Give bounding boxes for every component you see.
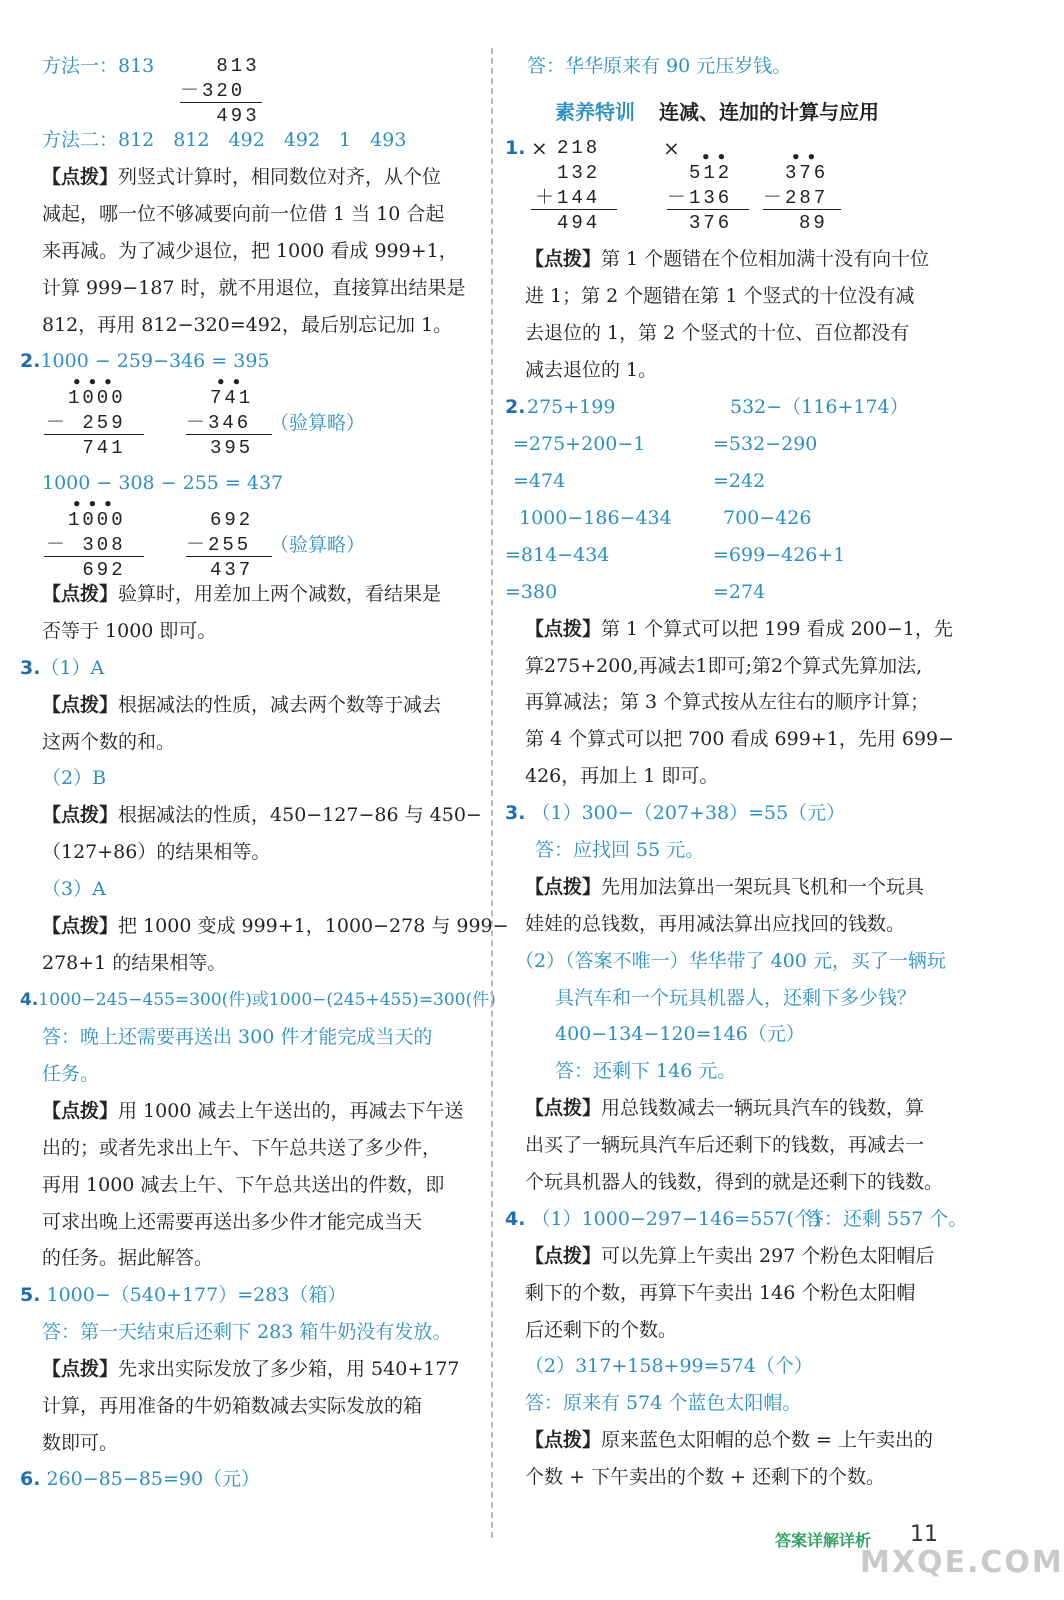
tip-3c-line-0: 【点拨】把 1000 变成 999+1，1000−278 与 999−: [42, 915, 509, 937]
method-two: 方法二：812 812 492 492 1 493: [42, 129, 407, 151]
calc-c-sub: － 308: [46, 534, 126, 556]
question-6: 6. 260−85−85=90（元）: [20, 1468, 261, 1490]
q5-answer: 答：第一天结束后还剩下 283 箱牛奶没有发放。: [42, 1321, 452, 1343]
r-tip-2-line-1: 算275+200,再减去1即可;第2个算式先算加法,: [525, 655, 923, 677]
calc-b-top: 741: [210, 387, 254, 409]
q3-2-answer: 答：还剩下 146 元。: [555, 1060, 737, 1082]
q4-answer-line-1: 任务。: [42, 1063, 100, 1085]
calc-a-top: 1000: [68, 387, 126, 409]
borrow-dots: ••: [701, 148, 733, 166]
question-3-3: （3）A: [42, 878, 106, 900]
watermark: MXQE.COM: [860, 1545, 1064, 1580]
calc-2-a: 512: [689, 162, 733, 184]
tip-5-line-1: 计算，再用准备的牛奶箱数减去实际发放的箱: [42, 1395, 423, 1417]
tip-3a-line-1: 这两个数的和。: [42, 731, 176, 753]
calc-1-d: 494: [557, 212, 601, 234]
calc-3-c: 89: [799, 212, 828, 234]
tip-4-line-2: 再用 1000 减去上午、下午总共送出的件数，即: [42, 1174, 445, 1196]
q2-right-0: 532−（116+174）: [730, 396, 909, 418]
tip-3b-line-0: 【点拨】根据减法的性质，450−127−86 与 450−: [42, 804, 482, 826]
q2-left-0: 275+199: [527, 396, 616, 418]
question-2: 2.1000 − 259−346 = 395: [20, 350, 270, 372]
q2-right-5: =274: [713, 581, 766, 603]
q3-2-line-0: （2）（答案不唯一）华华带了 400 元，买了一辆玩: [515, 950, 946, 972]
vertical-calc-top: 813: [202, 55, 260, 77]
calc-line: [531, 209, 617, 210]
calc-1-c: ＋144: [535, 187, 601, 209]
r-tip-3a-line-1: 娃娃的总钱数，再用减法算出应找回的钱数。: [525, 913, 906, 935]
borrow-dots: •••: [72, 495, 119, 513]
tip-4-line-0: 【点拨】用 1000 减去上午送出的，再减去下午送: [42, 1100, 464, 1122]
check-omitted: （验算略）: [270, 412, 366, 434]
question-4-1: 4. （1）1000−297−146=557(个): [505, 1208, 821, 1230]
r-tip-3b-line-0: 【点拨】用总钱数减去一辆玩具汽车的钱数，算: [525, 1097, 925, 1119]
q2-right-4: =699−426+1: [713, 544, 846, 566]
tip-2-line-1: 否等于 1000 即可。: [42, 620, 217, 642]
q2-left-2: =474: [513, 470, 566, 492]
tip-1-line-2: 来再减。为了减少退位，把 1000 看成 999+1，: [42, 240, 458, 262]
calc-d-top: 692: [210, 509, 254, 531]
r-tip-3b-line-2: 个玩具机器人的钱数，得到的就是还剩下的钱数。: [525, 1171, 944, 1193]
tip-1-line-4: 812，再用 812−320=492，最后别忘记加 1。: [42, 314, 453, 336]
tip-4-line-1: 出的；或者先求出上午、下午总共送了多少件，: [42, 1137, 442, 1159]
borrow-dots: •••: [72, 373, 119, 391]
q2-left-3: 1000−186−434: [519, 507, 672, 529]
calc-d-sub: －255: [186, 534, 252, 556]
q4-2: （2）317+158+99=574（个）: [525, 1355, 813, 1377]
tip-1-line-3: 计算 999−187 时，就不用退位，直接算出结果是: [42, 277, 466, 299]
question-5: 5. 1000−（540+177）=283（箱）: [20, 1284, 347, 1306]
q4-2-answer: 答：原来有 574 个蓝色太阳帽。: [525, 1392, 802, 1414]
tip-3b-line-1: （127+86）的结果相等。: [42, 841, 271, 863]
r-tip-4b-line-0: 【点拨】原来蓝色太阳帽的总个数 = 上午卖出的: [525, 1429, 934, 1451]
r-tip-2-line-2: 再算减法；第 3 个算式按从左往右的顺序计算；: [525, 691, 930, 713]
tip-4-line-4: 的任务。据此解答。: [42, 1247, 214, 1269]
r-tip-1-line-3: 减去退位的 1。: [525, 359, 658, 381]
r-tip-2-line-3: 第 4 个算式可以把 700 看成 699+1，先用 699−: [525, 728, 955, 750]
tip-1-line-0: 【点拨】列竖式计算时，相同数位对齐，从个位: [42, 166, 442, 188]
r-tip-3b-line-1: 出买了一辆玩具汽车后还剩下的钱数，再减去一: [525, 1134, 925, 1156]
calc-3-b: －287: [763, 187, 829, 209]
q3-1-answer: 答：应找回 55 元。: [535, 839, 705, 861]
column-divider: [491, 48, 493, 1538]
calc-2-b: －136: [667, 187, 733, 209]
calc-b-result: 395: [210, 437, 254, 459]
r-tip-4a-line-2: 后还剩下的个数。: [525, 1319, 678, 1341]
calc-c-result: 692: [68, 559, 126, 581]
calc-1-a: 218: [557, 137, 601, 159]
r-tip-2-line-4: 426，再加上 1 即可。: [525, 765, 719, 787]
r-tip-4a-line-1: 剩下的个数，再算下午卖出 146 个粉色太阳帽: [525, 1282, 916, 1304]
tip-3c-line-1: 278+1 的结果相等。: [42, 952, 227, 974]
calc-line: [667, 209, 749, 210]
answer-top: 答：华华原来有 90 元压岁钱。: [527, 55, 792, 77]
vertical-calc-result: 493: [202, 105, 260, 127]
r-tip-4b-line-1: 个数 + 下午卖出的个数 + 还剩下的个数。: [525, 1466, 885, 1488]
question-3-1: 3.（1）A: [20, 657, 105, 679]
calc-d-result: 437: [210, 559, 254, 581]
check-omitted: （验算略）: [270, 534, 366, 556]
tip-5-line-0: 【点拨】先求出实际发放了多少箱，用 540+177: [42, 1358, 460, 1380]
q2-right-1: =532−290: [713, 433, 818, 455]
section-title: 素养特训 连减、连加的计算与应用: [555, 100, 879, 124]
page-number: 11: [910, 1522, 938, 1547]
question-2-number: 2.: [505, 396, 526, 418]
calc-3-a: 376: [785, 162, 829, 184]
borrow-dots: ••: [791, 148, 823, 166]
calc-a-result: 741: [68, 437, 126, 459]
calc-line: [44, 434, 144, 435]
r-tip-3a-line-0: 【点拨】先用加法算出一架玩具飞机和一个玩具: [525, 876, 925, 898]
calc-2-c: 376: [689, 212, 733, 234]
tip-5-line-2: 数即可。: [42, 1432, 119, 1454]
vertical-calc-sub: －320: [180, 80, 246, 102]
r-tip-2-line-0: 【点拨】第 1 个算式可以把 199 看成 200−1，先: [525, 618, 953, 640]
method-one-label: 方法一：813: [42, 55, 155, 77]
calc-b-sub: －346: [186, 412, 252, 434]
q3-2-line-1: 具汽车和一个玩具机器人，还剩下多少钱？: [555, 987, 917, 1009]
calc-line: [180, 102, 262, 103]
calc-line: [763, 209, 841, 210]
r-tip-1-line-0: 【点拨】第 1 个题错在个位相加满十没有向十位: [525, 248, 930, 270]
calc-c-top: 1000: [68, 509, 126, 531]
r-tip-4a-line-0: 【点拨】可以先算上午卖出 297 个粉色太阳帽后: [525, 1245, 935, 1267]
footer-label: 答案详解详析: [775, 1531, 872, 1550]
calc-1-b: 132: [557, 162, 601, 184]
q3-2-equation: 400−134−120=146（元）: [555, 1023, 805, 1045]
borrow-dots: ••: [216, 373, 248, 391]
calc-line: [44, 556, 144, 557]
tip-3a-line-0: 【点拨】根据减法的性质，减去两个数等于减去: [42, 694, 442, 716]
q4-1-answer: 答：还剩 557 个。: [805, 1208, 968, 1230]
q2-left-5: =380: [505, 581, 558, 603]
tip-1-line-1: 减起，哪一位不够减要向前一位借 1 当 10 合起: [42, 203, 445, 225]
q2-left-4: =814−434: [505, 544, 610, 566]
calc-line: [186, 434, 272, 435]
wrong-mark-icon: ×: [663, 136, 680, 160]
question-2-eq2: 1000 − 308 − 255 = 437: [42, 472, 284, 494]
tip-4-line-3: 可求出晚上还需要再送出多少件才能完成当天: [42, 1211, 423, 1233]
q2-right-2: =242: [713, 470, 766, 492]
r-tip-1-line-1: 进 1；第 2 个题错在第 1 个竖式的十位没有减: [525, 285, 915, 307]
question-1-number: 1.: [505, 137, 526, 159]
q2-left-1: =275+200−1: [513, 433, 646, 455]
calc-line: [186, 556, 272, 557]
wrong-mark-icon: ×: [531, 136, 548, 160]
q2-right-3: 700−426: [723, 507, 812, 529]
question-3-2: （2）B: [42, 767, 107, 789]
r-tip-1-line-2: 去退位的 1，第 2 个竖式的十位、百位都没有: [525, 322, 910, 344]
q4-answer-line-0: 答：晚上还需要再送出 300 件才能完成当天的: [42, 1026, 433, 1048]
calc-a-sub: － 259: [46, 412, 126, 434]
question-3-1: 3. （1）300−（207+38）=55（元）: [505, 802, 846, 824]
question-4: 4.1000−245−455=300(件)或1000−(245+455)=300(件): [20, 990, 496, 1010]
tip-2-line-0: 【点拨】验算时，用差加上两个减数，看结果是: [42, 583, 442, 605]
